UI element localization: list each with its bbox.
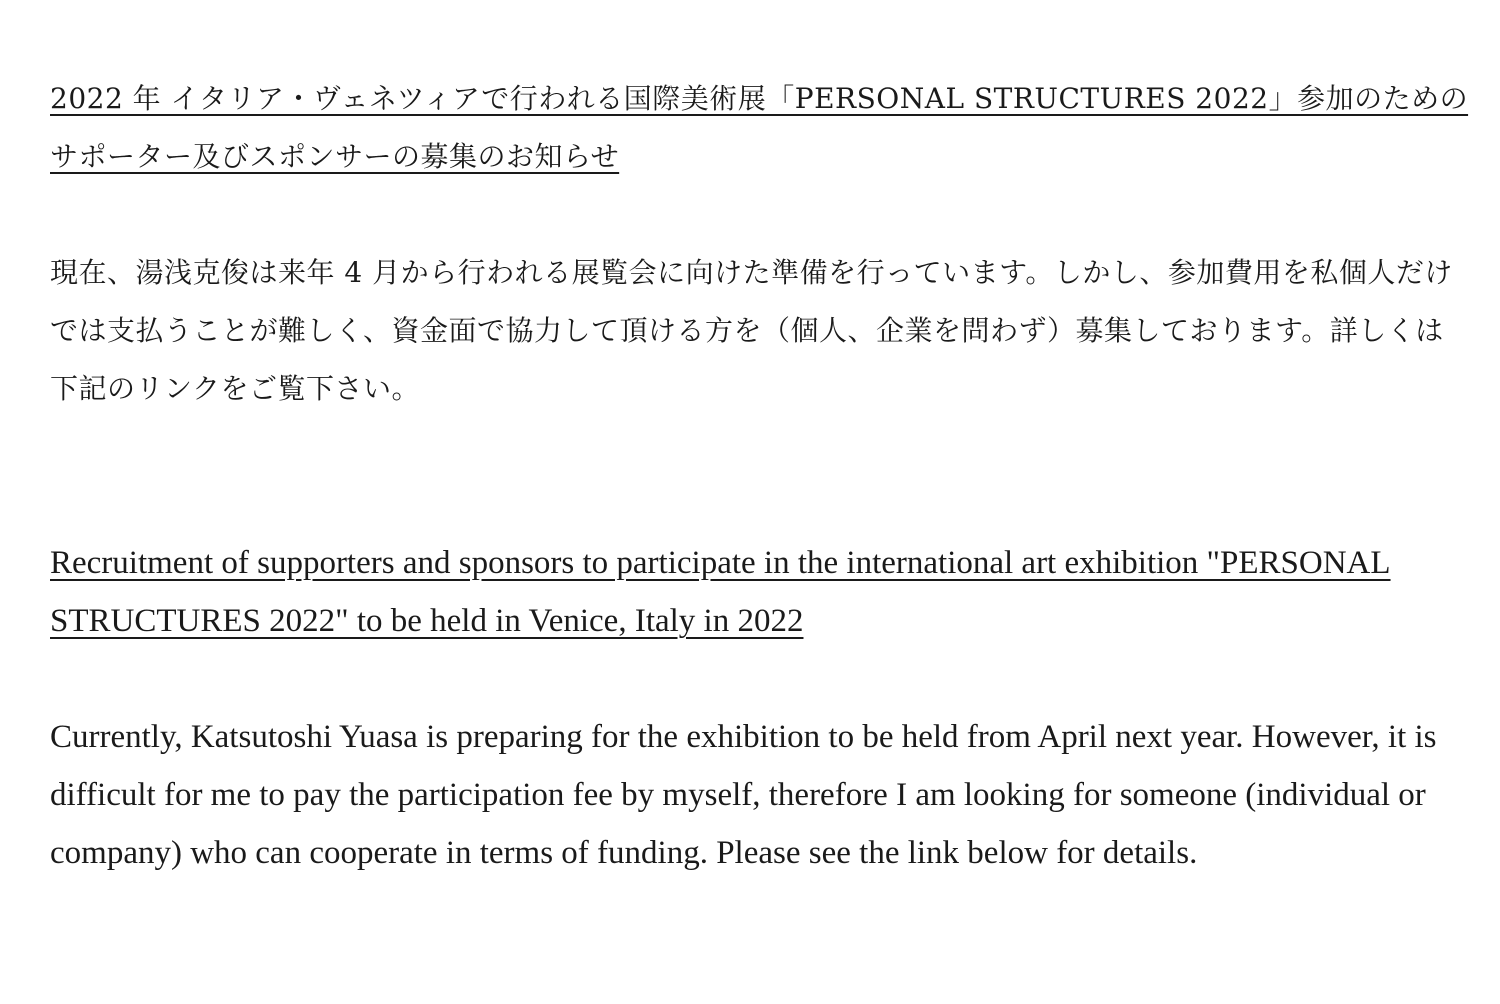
english-heading-link[interactable]: Recruitment of supporters and sponsors to participate in the international art exhibition "PERSONAL STRUCTURES 2022" to be held in Venice, Italy in 2022 [50, 545, 1391, 639]
japanese-body-text: 現在、湯浅克俊は来年 4 月から行われる展覧会に向けた準備を行っています。しかし、参加費用を私個人だけでは支払うことが難しく、資金面で協力して頂ける方を（個人、企業を問わず）募集しております。詳しくは下記のリンクをご覧下さい。 [50, 256, 1453, 405]
japanese-heading-link[interactable]: 2022 年 イタリア・ヴェネツィアで行われる国際美術展「PERSONAL STRUCTURES 2022」参加のためのサポーター及びスポンサーの募集のお知らせ [50, 82, 1469, 173]
english-section [50, 534, 1470, 882]
japanese-section [50, 70, 1470, 418]
english-body-text: Currently, Katsutoshi Yuasa is preparing for the exhibition to be held from April next year. However, it is difficult for me to pay the participation fee by myself, therefore I am looking for someone (individual or company) who can cooperate in terms of funding. Please see the link below for details. [50, 719, 1437, 871]
japanese-heading [50, 70, 1470, 186]
announcement-page [50, 70, 1470, 882]
english-heading [50, 534, 1470, 650]
